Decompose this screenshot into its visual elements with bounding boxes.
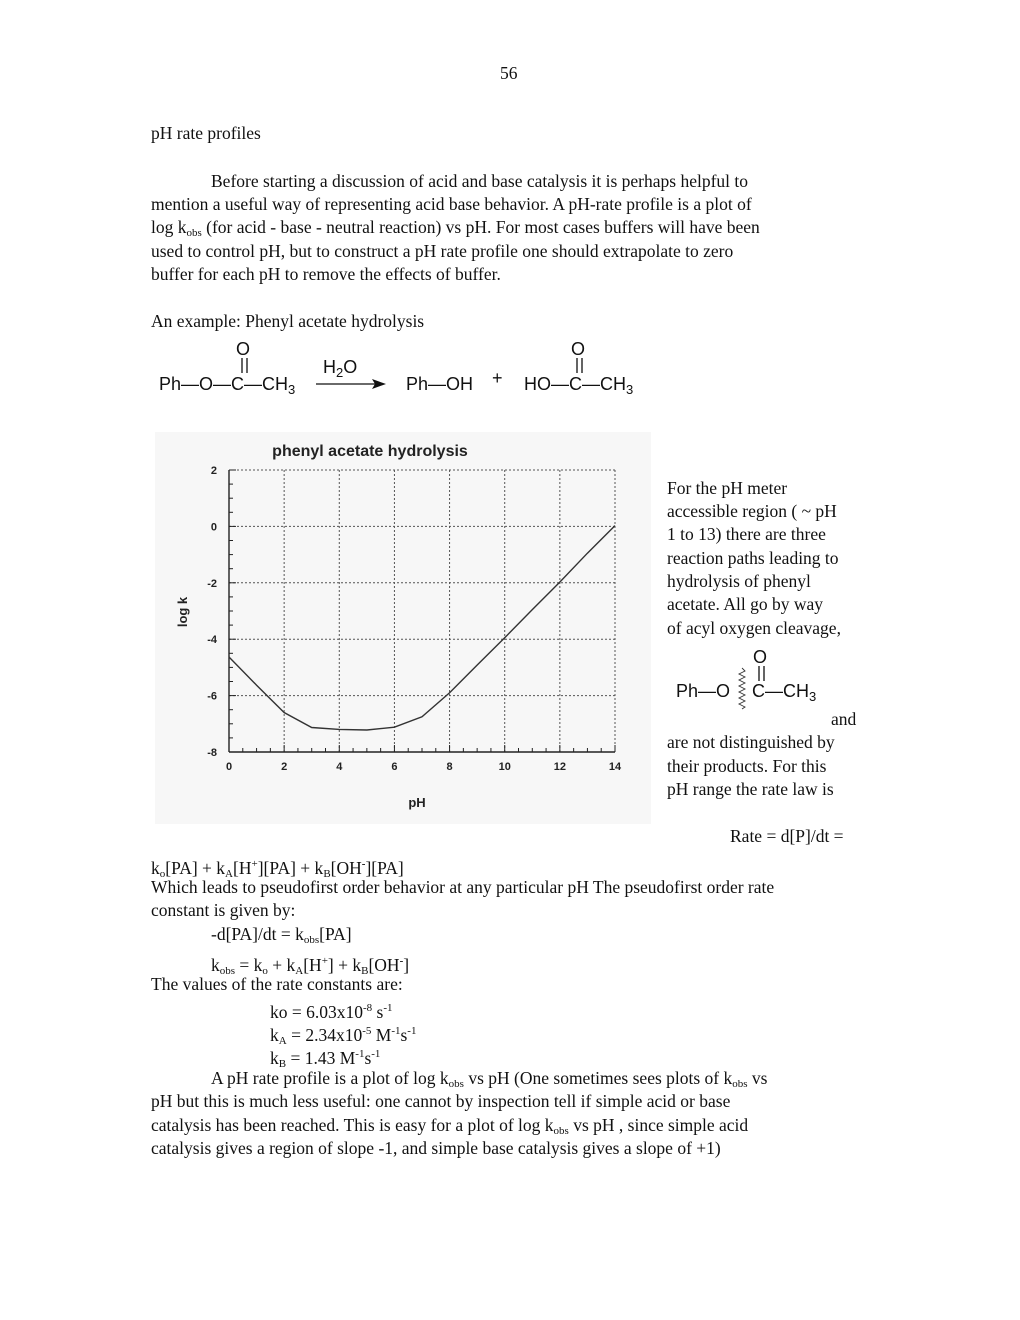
pseudo-first-order-text: constant is given by: xyxy=(151,900,296,920)
ka-value: $k_A = 2.34x10^{-5}$ $M^{-1}s^{-1}$ xyxy=(270,1025,417,1047)
y-tick-label: -2 xyxy=(207,577,217,590)
page-number: 56 xyxy=(500,63,518,83)
carbonyl-oxygen: O xyxy=(236,339,251,359)
y-tick-label: -6 xyxy=(207,690,217,703)
intro-line: mention a useful way of representing acid base behavior. A pH-rate profile is a plot of xyxy=(151,194,752,214)
x-tick-label: 2 xyxy=(281,761,288,773)
final-line: catalysis has been reached. This is easy for a plot of $\log k_{obs}$ vs pH , since simple acid xyxy=(151,1115,749,1137)
y-tick-label: -8 xyxy=(207,747,217,759)
water-reagent: $H_2O$ xyxy=(323,357,358,380)
phenol: Ph—OH xyxy=(406,374,474,394)
bond-cleavage-icon xyxy=(735,666,749,716)
equation-rate: $-d[PA]/dt = k_{obs}[PA]$ xyxy=(211,924,352,946)
section-title: pH rate profiles xyxy=(151,123,261,143)
x-tick-label: 10 xyxy=(498,761,511,773)
side-line: their products. For this xyxy=(667,756,827,776)
example-heading: An example: Phenyl acetate hydrolysis xyxy=(151,311,425,331)
acetic-acid: $HO—C—CH_3$ xyxy=(524,374,634,397)
ko-value: ko = $6.03x10^{-8}$ $s^{-1}$ xyxy=(270,1002,393,1022)
pseudo-first-order-text: Which leads to pseudofirst order behavior at any particular pH The pseudofirst order rate xyxy=(151,877,775,897)
values-heading: The values of the rate constants are: xyxy=(151,974,403,994)
x-tick-label: 14 xyxy=(608,761,622,773)
side-line: hydrolysis of phenyl xyxy=(667,571,811,591)
y-tick-label: -4 xyxy=(207,634,217,647)
side-line: acetate. All go by way xyxy=(667,594,823,614)
intro-line: used to control pH, but to construct a pH rate profile one should extrapolate to zero xyxy=(151,241,734,261)
phenoxy-group: Ph—O xyxy=(676,681,731,701)
plus-sign: + xyxy=(492,368,503,388)
side-line: are not distinguished by xyxy=(667,732,835,752)
final-line: pH but this is much less useful: one cannot by inspection tell if simple acid or base xyxy=(151,1091,731,1111)
side-line: accessible region ( ~ pH xyxy=(667,501,837,521)
rate-line: Rate = d[P]/dt = xyxy=(730,826,844,846)
final-line: catalysis gives a region of slope -1, and simple base catalysis gives a slope of +1) xyxy=(151,1138,721,1158)
y-axis-label: log k xyxy=(175,596,190,628)
rate-law-equation: $k_o[PA] + k_A[H^+][PA] + k_B[OH^-][PA]$ xyxy=(151,858,404,880)
y-tick-label: 0 xyxy=(210,521,217,534)
equation-kobs: $k_{obs} = k_o + k_A[H^+] + k_B[OH^-]$ xyxy=(211,955,410,977)
x-tick-label: 12 xyxy=(553,761,566,773)
side-line: of acyl oxygen cleavage, xyxy=(667,618,841,638)
kb-value: $k_B = 1.43$ $M^{-1}s^{-1}$ xyxy=(270,1048,381,1070)
acyl-group: $C—CH_3$ xyxy=(752,681,817,704)
final-line: A pH rate profile is a plot of $\log k_{obs}$ vs pH (One sometimes sees plots of $k_{obs}$ vs xyxy=(211,1068,768,1090)
x-axis-label: pH xyxy=(408,795,426,810)
side-line: For the pH meter xyxy=(667,478,788,498)
intro-line: Before starting a discussion of acid and base catalysis it is perhaps helpful to xyxy=(211,171,749,191)
intro-line: $\log k_{obs}$ (for acid - base - neutral reaction) vs pH. For most cases buffers will have been xyxy=(151,217,760,239)
reaction-arrow-icon xyxy=(316,377,388,391)
y-tick-label: 2 xyxy=(210,465,217,477)
chart-title: phenyl acetate hydrolysis xyxy=(272,443,468,460)
side-line: pH range the rate law is xyxy=(667,779,834,799)
carbonyl-oxygen: O xyxy=(753,647,768,667)
x-tick-label: 6 xyxy=(391,761,398,773)
side-line: reaction paths leading to xyxy=(667,548,839,568)
x-tick-label: 0 xyxy=(225,761,233,773)
x-tick-label: 8 xyxy=(446,761,453,773)
x-tick-label: 4 xyxy=(336,761,343,773)
carbonyl-oxygen: O xyxy=(571,339,586,359)
phenyl-acetate: $Ph—O—C—CH_3$ xyxy=(159,374,296,397)
intro-line: buffer for each pH to remove the effects of buffer. xyxy=(151,264,501,284)
side-line: and xyxy=(831,709,857,729)
side-line: 1 to 13) there are three xyxy=(667,524,826,544)
ph-rate-profile-chart xyxy=(155,432,651,824)
